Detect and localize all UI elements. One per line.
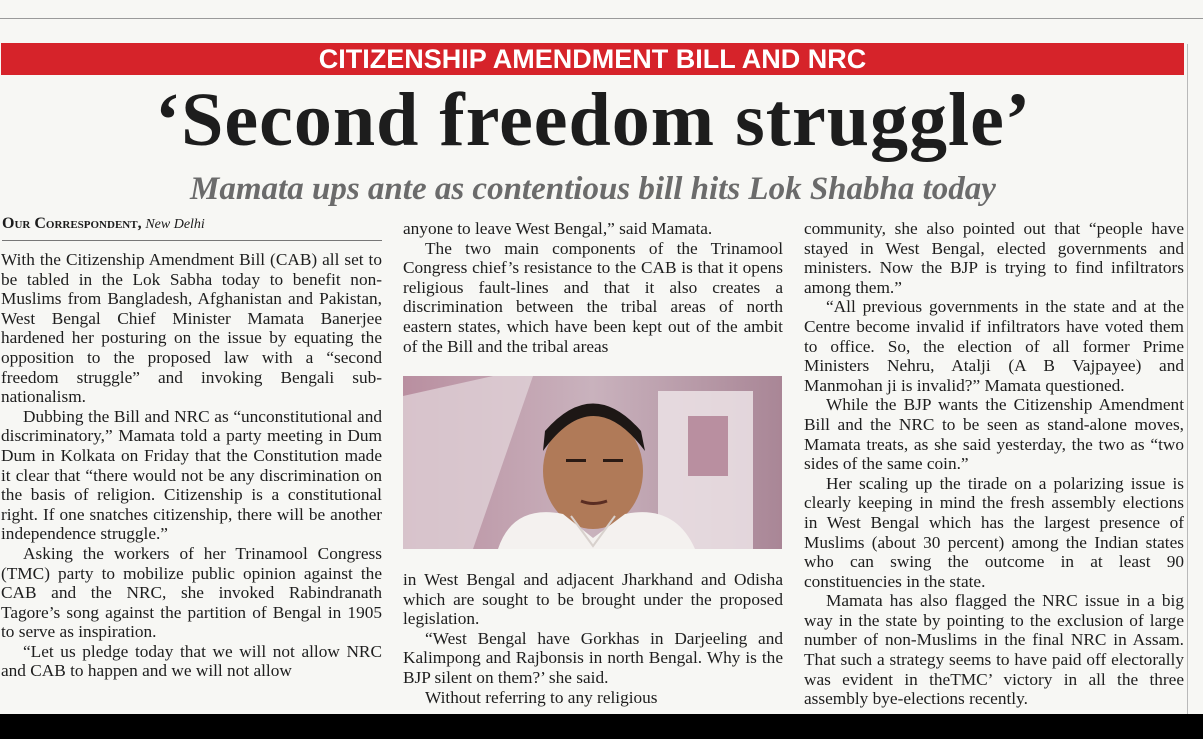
column-3 [804, 219, 1184, 709]
column-1 [1, 250, 382, 681]
paragraph: Her scaling up the tirade on a polarizing issue is clearly keeping in mind the fresh assembly elections in West Bengal which has the largest presence of Muslims (about 30 percent) among the Indian states who can swing the outcome in at least 90 constituencies in the state. [804, 473, 1184, 591]
column-2-bottom [403, 570, 783, 707]
byline [2, 214, 382, 241]
byline-location: New Delhi [145, 217, 205, 232]
paragraph: community, she also pointed out that “people have stayed in West Bengal, elected governments and ministers. Now the BJP is trying to find infiltrators among them.” [804, 219, 1184, 297]
paragraph: “Let us pledge today that we will not allow NRC and CAB to happen and we will not allow [1, 641, 382, 681]
paragraph: anyone to leave West Bengal,” said Mamata. [403, 219, 713, 238]
paragraph: With the Citizenship Amendment Bill (CAB) all set to be tabled in the Lok Sabha today to benefit non-Muslims from Bangladesh, Afghanistan and Pakistan, West Bengal Chief Minister Mamata Banerjee hardened her posturing on the issue by equating the opposition to the proposed law with a “second freedom struggle” and invoking Bengali sub-nationalism. [1, 250, 382, 407]
paragraph: “West Bengal have Gorkhas in Darjeeling and Kalimpong and Rajbonsis in north Bengal. Why is the BJP silent on them?’ she said. [403, 628, 783, 687]
paragraph: Dubbing the Bill and NRC as “unconstitutional and discriminatory,” Mamata told a party meeting in Dum Dum in Kolkata on Friday that the Constitution made it clear that “there would not be any discrimination on the basis of religion. Citizenship is a constitutional right. If one snatches citizenship, there will be another independence struggle.” [1, 406, 382, 544]
byline-name: Our Correspondent, [2, 215, 142, 232]
top-rule [0, 18, 1203, 19]
headline: ‘Second freedom struggle’ [154, 78, 1032, 162]
column-rule [1187, 44, 1188, 716]
paragraph: Mamata has also flagged the NRC issue in a big way in the state by pointing to the exclusion of large number of non-Muslims in the final NRC in Assam. That such a strategy seems to have paid off electorally was evident in theTMC’ victory in all the three assembly bye-elections recently. [804, 591, 1184, 709]
paragraph: “All previous governments in the state and at the Centre become invalid if infiltrators have voted them to office. So, the election of all former Prime Ministers Nehru, Atalji (A B Vajpayee) and Manmohan ji is invalid?” Mamata questioned. [804, 297, 1184, 395]
photo-illustration [403, 376, 782, 549]
subheadline: Mamata ups ante as contentious bill hits Lok Shabha today [190, 171, 996, 207]
section-kicker: CITIZENSHIP AMENDMENT BILL AND NRC [1, 43, 1184, 75]
paragraph: in West Bengal and adjacent Jharkhand and Odisha which are sought to be brought under the proposed legislation. [403, 570, 783, 629]
paragraph: Asking the workers of her Trinamool Congress (TMC) party to mobilize public opinion against the CAB and the NRC, she invoked Rabindranath Tagore’s song against the partition of Bengal in 1905 to serve as inspiration. [1, 543, 382, 642]
paragraph: The two main components of the Trinamool Congress chief’s resistance to the CAB is that it opens religious fault-lines and that it also creates a discrimination between the tribal areas of north eastern states, which have been kept out of the ambit of the Bill and the tribal areas [403, 238, 783, 356]
paragraph: While the BJP wants the Citizenship Amendment Bill and the NRC to be seen as stand-alone moves, Mamata treats, as she said yesterday, the two as “two sides of the same coin.” [804, 395, 1184, 474]
portrait-photo [403, 376, 782, 549]
column-2-top [403, 219, 783, 356]
bottom-bar [0, 714, 1203, 739]
paragraph: Without referring to any religious [425, 687, 658, 707]
